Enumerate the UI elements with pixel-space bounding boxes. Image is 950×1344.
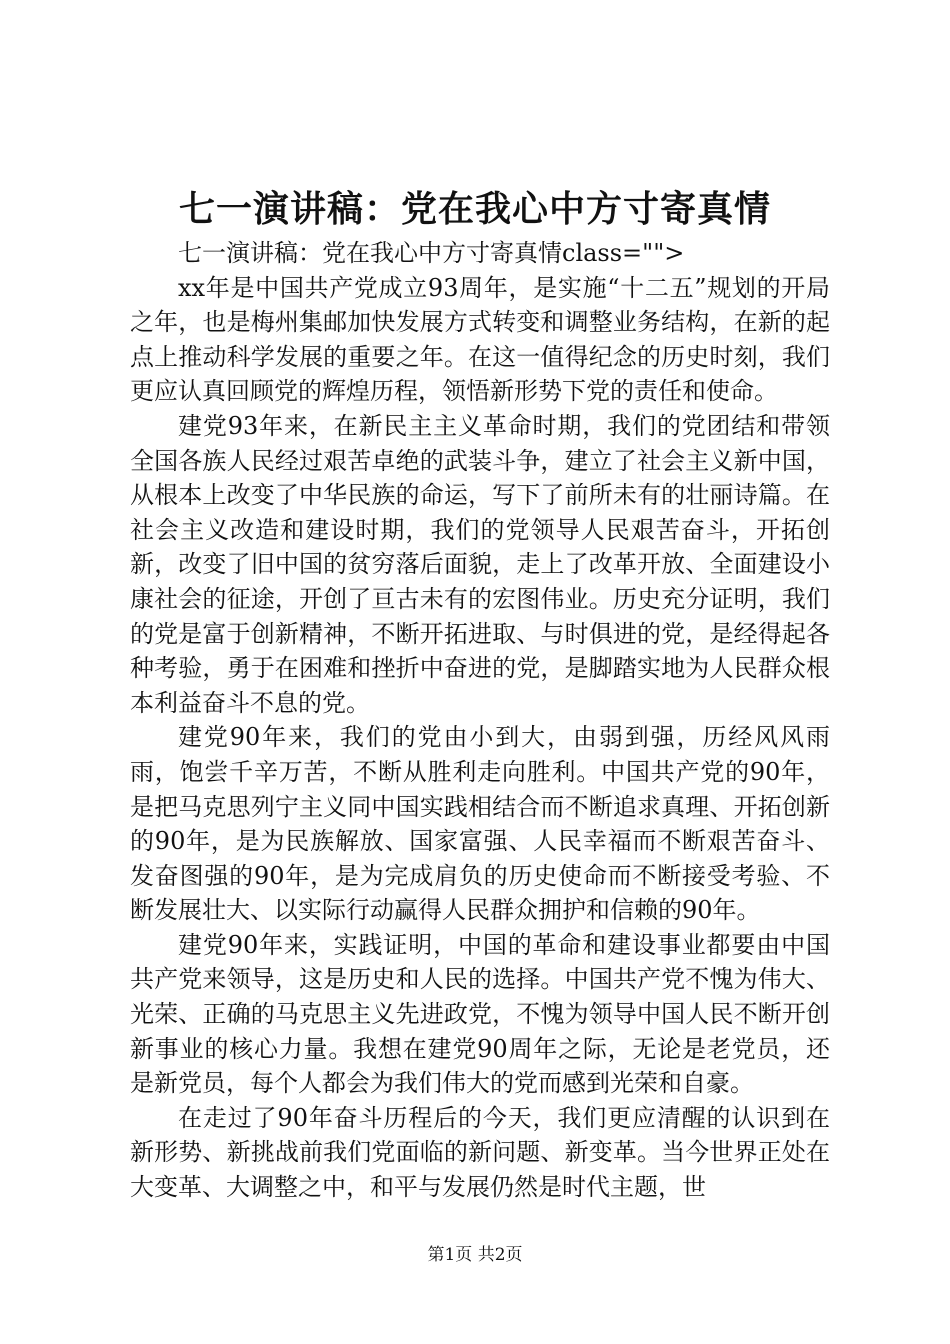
page-number-footer: 第1页 共2页 (427, 1245, 523, 1265)
document-body (130, 236, 830, 1205)
paragraph: 建党90年来，我们的党由小到大，由弱到强，历经风风雨雨，饱尝千辛万苦，不断从胜利走向胜利。中国共产党的90年，是把马克思列宁主义同中国实践相结合而不断追求真理、开拓创新的90年，是为民族解放、国家富强、人民幸福而不断艰苦奋斗、发奋图强的90年，是为完成肩负的历史使命而不断接受考验、不断发展壮大、以实际行动赢得人民群众拥护和信赖的90年。 (130, 723, 830, 925)
paragraph: 建党90年来，实践证明，中国的革命和建设事业都要由中国共产党来领导，这是历史和人民的选择。中国共产党不愧为伟大、光荣、正确的马克思主义先进政党，不愧为领导中国人民不断开创新事业的核心力量。我想在建党90周年之际，无论是老党员，还是新党员，每个人都会为我们伟大的党而感到光荣和自豪。 (130, 930, 830, 1098)
paragraph: 在走过了90年奋斗历程后的今天，我们更应清醒的认识到在新形势、新挑战前我们党面临的新问题、新变革。当今世界正处在大变革、大调整之中，和平与发展仍然是时代主题，世 (130, 1103, 830, 1202)
paragraph: 建党93年来，在新民主主义革命时期，我们的党团结和带领全国各族人民经过艰苦卓绝的武装斗争，建立了社会主义新中国，从根本上改变了中华民族的命运，写下了前所未有的壮丽诗篇。在社会主义改造和建设时期，我们的党领导人民艰苦奋斗，开拓创新，改变了旧中国的贫穷落后面貌，走上了改革开放、全面建设小康社会的征途，开创了亘古未有的宏图伟业。历史充分证明，我们的党是富于创新精神，不断开拓进取、与时俱进的党，是经得起各种考验，勇于在困难和挫折中奋进的党，是脚踏实地为人民群众根本利益奋斗不息的党。 (130, 411, 830, 717)
document-title: 七一演讲稿：党在我心中方寸寄真情 (178, 188, 771, 230)
paragraph: xx年是中国共产党成立93周年，是实施“十二五”规划的开局之年，也是梅州集邮加快发展方式转变和调整业务结构，在新的起点上推动科学发展的重要之年。在这一值得纪念的历史时刻，我们更应认真回顾党的辉煌历程，领悟新形势下党的责任和使命。 (130, 273, 830, 406)
paragraph: 七一演讲稿：党在我心中方寸寄真情class=""> (178, 239, 685, 267)
